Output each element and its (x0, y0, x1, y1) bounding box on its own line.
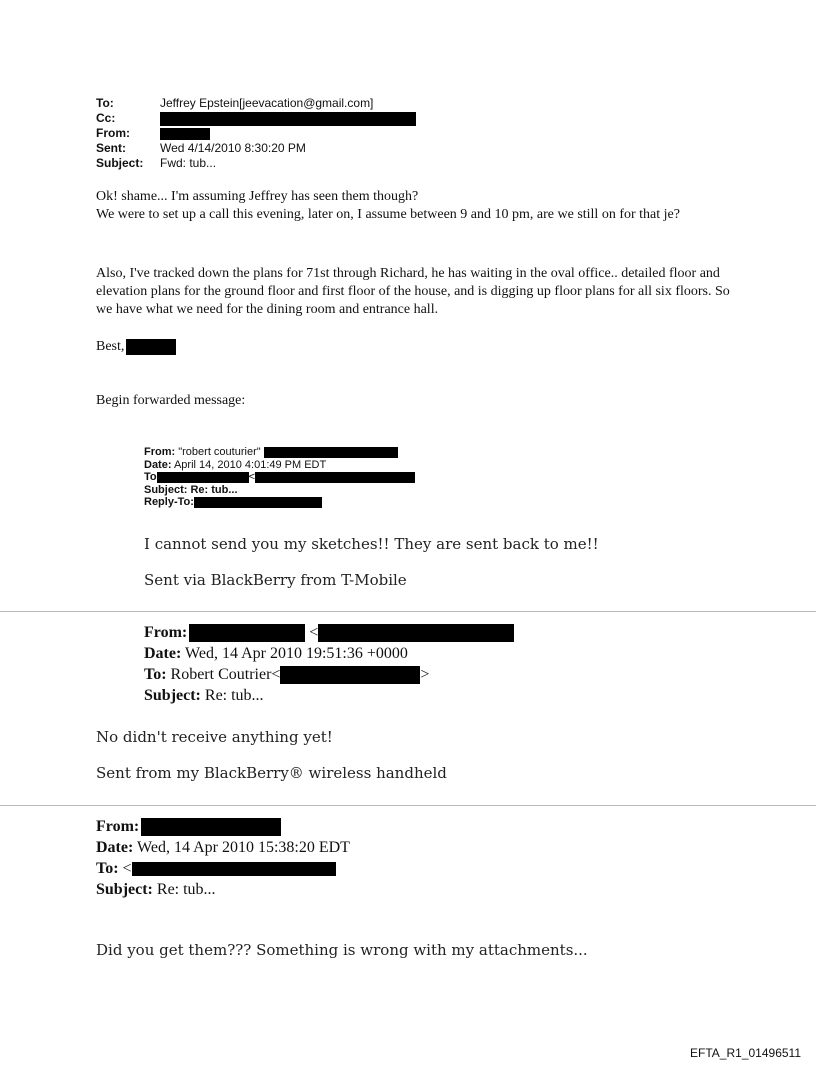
forward2-message: No didn't receive anything yet! (96, 728, 333, 746)
forward3-from-row (96, 816, 350, 837)
forward3-from-label: From: (96, 818, 140, 835)
to-label: To: (96, 96, 114, 110)
forward2-from-label: From: (144, 624, 188, 641)
to-value: Jeffrey Epstein[jeevacation@gmail.com] (160, 96, 374, 110)
redaction-forward3-to (132, 862, 336, 876)
forward2-subject-value: Re: tub... (204, 687, 264, 704)
forward3-subject-value: Re: tub... (156, 881, 216, 898)
forward1-to-row (144, 471, 415, 484)
forward1-message: I cannot send you my sketches!! They are sent back to me!! (144, 535, 599, 553)
forward1-reply-label: Reply-To: (144, 496, 194, 508)
subject-row (96, 156, 416, 171)
forward3-to-value: < (122, 860, 132, 877)
forward2-to-end: > (420, 666, 430, 683)
forward3-header (96, 816, 350, 900)
forward3-to-row (96, 858, 350, 879)
redaction-cc (160, 112, 416, 126)
cc-row (96, 111, 416, 126)
forward2-date-label: Date: (144, 645, 182, 662)
forward1-reply-row (144, 496, 415, 509)
forward1-header (144, 446, 415, 509)
body-paragraph-1 (96, 188, 736, 224)
subject-value: Fwd: tub... (160, 156, 217, 170)
separator-2 (0, 805, 816, 806)
forward1-date-row (144, 459, 415, 472)
email-header (96, 96, 416, 171)
forward2-to-value: Robert Coutrier< (170, 666, 281, 683)
forward2-from-row (144, 622, 514, 643)
forward1-date-value: April 14, 2010 4:01:49 PM EDT (173, 458, 327, 471)
cc-label: Cc: (96, 111, 116, 125)
forward3-date-value: Wed, 14 Apr 2010 15:38:20 EDT (137, 839, 350, 856)
redaction-forward3-from (141, 818, 281, 836)
body-line-2: We were to set up a call this evening, later on, I assume between 9 and 10 pm, are we still on for that je? (96, 207, 680, 222)
redaction-forward1-to-name (157, 472, 249, 483)
forward2-signature: Sent from my BlackBerry® wireless handheld (96, 764, 447, 782)
forward1-signature: Sent via BlackBerry from T-Mobile (144, 571, 407, 589)
forward2-to-label: To: (144, 666, 167, 683)
forward2-from-sep: < (309, 624, 319, 641)
redaction-forward1-to-email (255, 472, 415, 483)
forward-intro: Begin forwarded message: (96, 393, 246, 408)
body-paragraph-2: Also, I've tracked down the plans for 71st through Richard, he has waiting in the oval office.. detailed floor and elevation plans for the ground floor and first floor of the house, and is digging up floor plans for all six floors. So we have what we need for the dining room and entrance hall. (96, 266, 730, 317)
subject-label: Subject: (96, 156, 144, 170)
forward1-to-label: To (144, 471, 157, 483)
forward1-subject-row (144, 484, 415, 497)
forward3-subject-label: Subject: (96, 881, 153, 898)
forward1-date-label: Date: (144, 458, 172, 471)
forward2-subject-row (144, 685, 514, 706)
forward3-subject-row (96, 879, 350, 900)
sign-off: Best, (96, 339, 125, 354)
forward3-date-row (96, 837, 350, 858)
forward1-subject-value: Re: tub... (190, 483, 238, 496)
sent-label: Sent: (96, 141, 126, 155)
redaction-signature (126, 339, 176, 355)
forward2-date-value: Wed, 14 Apr 2010 19:51:36 +0000 (185, 645, 408, 662)
redaction-forward2-to-email (280, 666, 420, 684)
sent-value: Wed 4/14/2010 8:30:20 PM (160, 141, 306, 155)
redaction-from (160, 128, 210, 140)
sign-off-row (96, 338, 736, 356)
forward2-to-row (144, 664, 514, 685)
from-row (96, 126, 416, 141)
from-label: From: (96, 126, 130, 140)
document-id: EFTA_R1_01496511 (690, 1046, 801, 1060)
forward1-subject-label: Subject: (144, 483, 188, 496)
forward3-to-label: To: (96, 860, 119, 877)
separator-1 (0, 611, 816, 612)
redaction-forward1-reply (194, 497, 322, 508)
redaction-forward1-from (264, 447, 398, 458)
forward2-header (144, 622, 514, 706)
forward2-subject-label: Subject: (144, 687, 201, 704)
forward3-message: Did you get them??? Something is wrong with my attachments... (96, 941, 588, 959)
forward1-from-label: From: (144, 446, 176, 458)
forward1-from-row (144, 446, 415, 459)
to-row (96, 96, 416, 111)
redaction-forward2-from-email (318, 624, 514, 642)
body-line-1: Ok! shame... I'm assuming Jeffrey has seen them though? (96, 189, 419, 204)
sent-row (96, 141, 416, 156)
forward1-from-value: "robert couturier" (178, 446, 261, 458)
forward1-to-sep: < (248, 471, 256, 483)
forward3-date-label: Date: (96, 839, 134, 856)
redaction-forward2-from-name (189, 624, 305, 642)
forward2-date-row (144, 643, 514, 664)
